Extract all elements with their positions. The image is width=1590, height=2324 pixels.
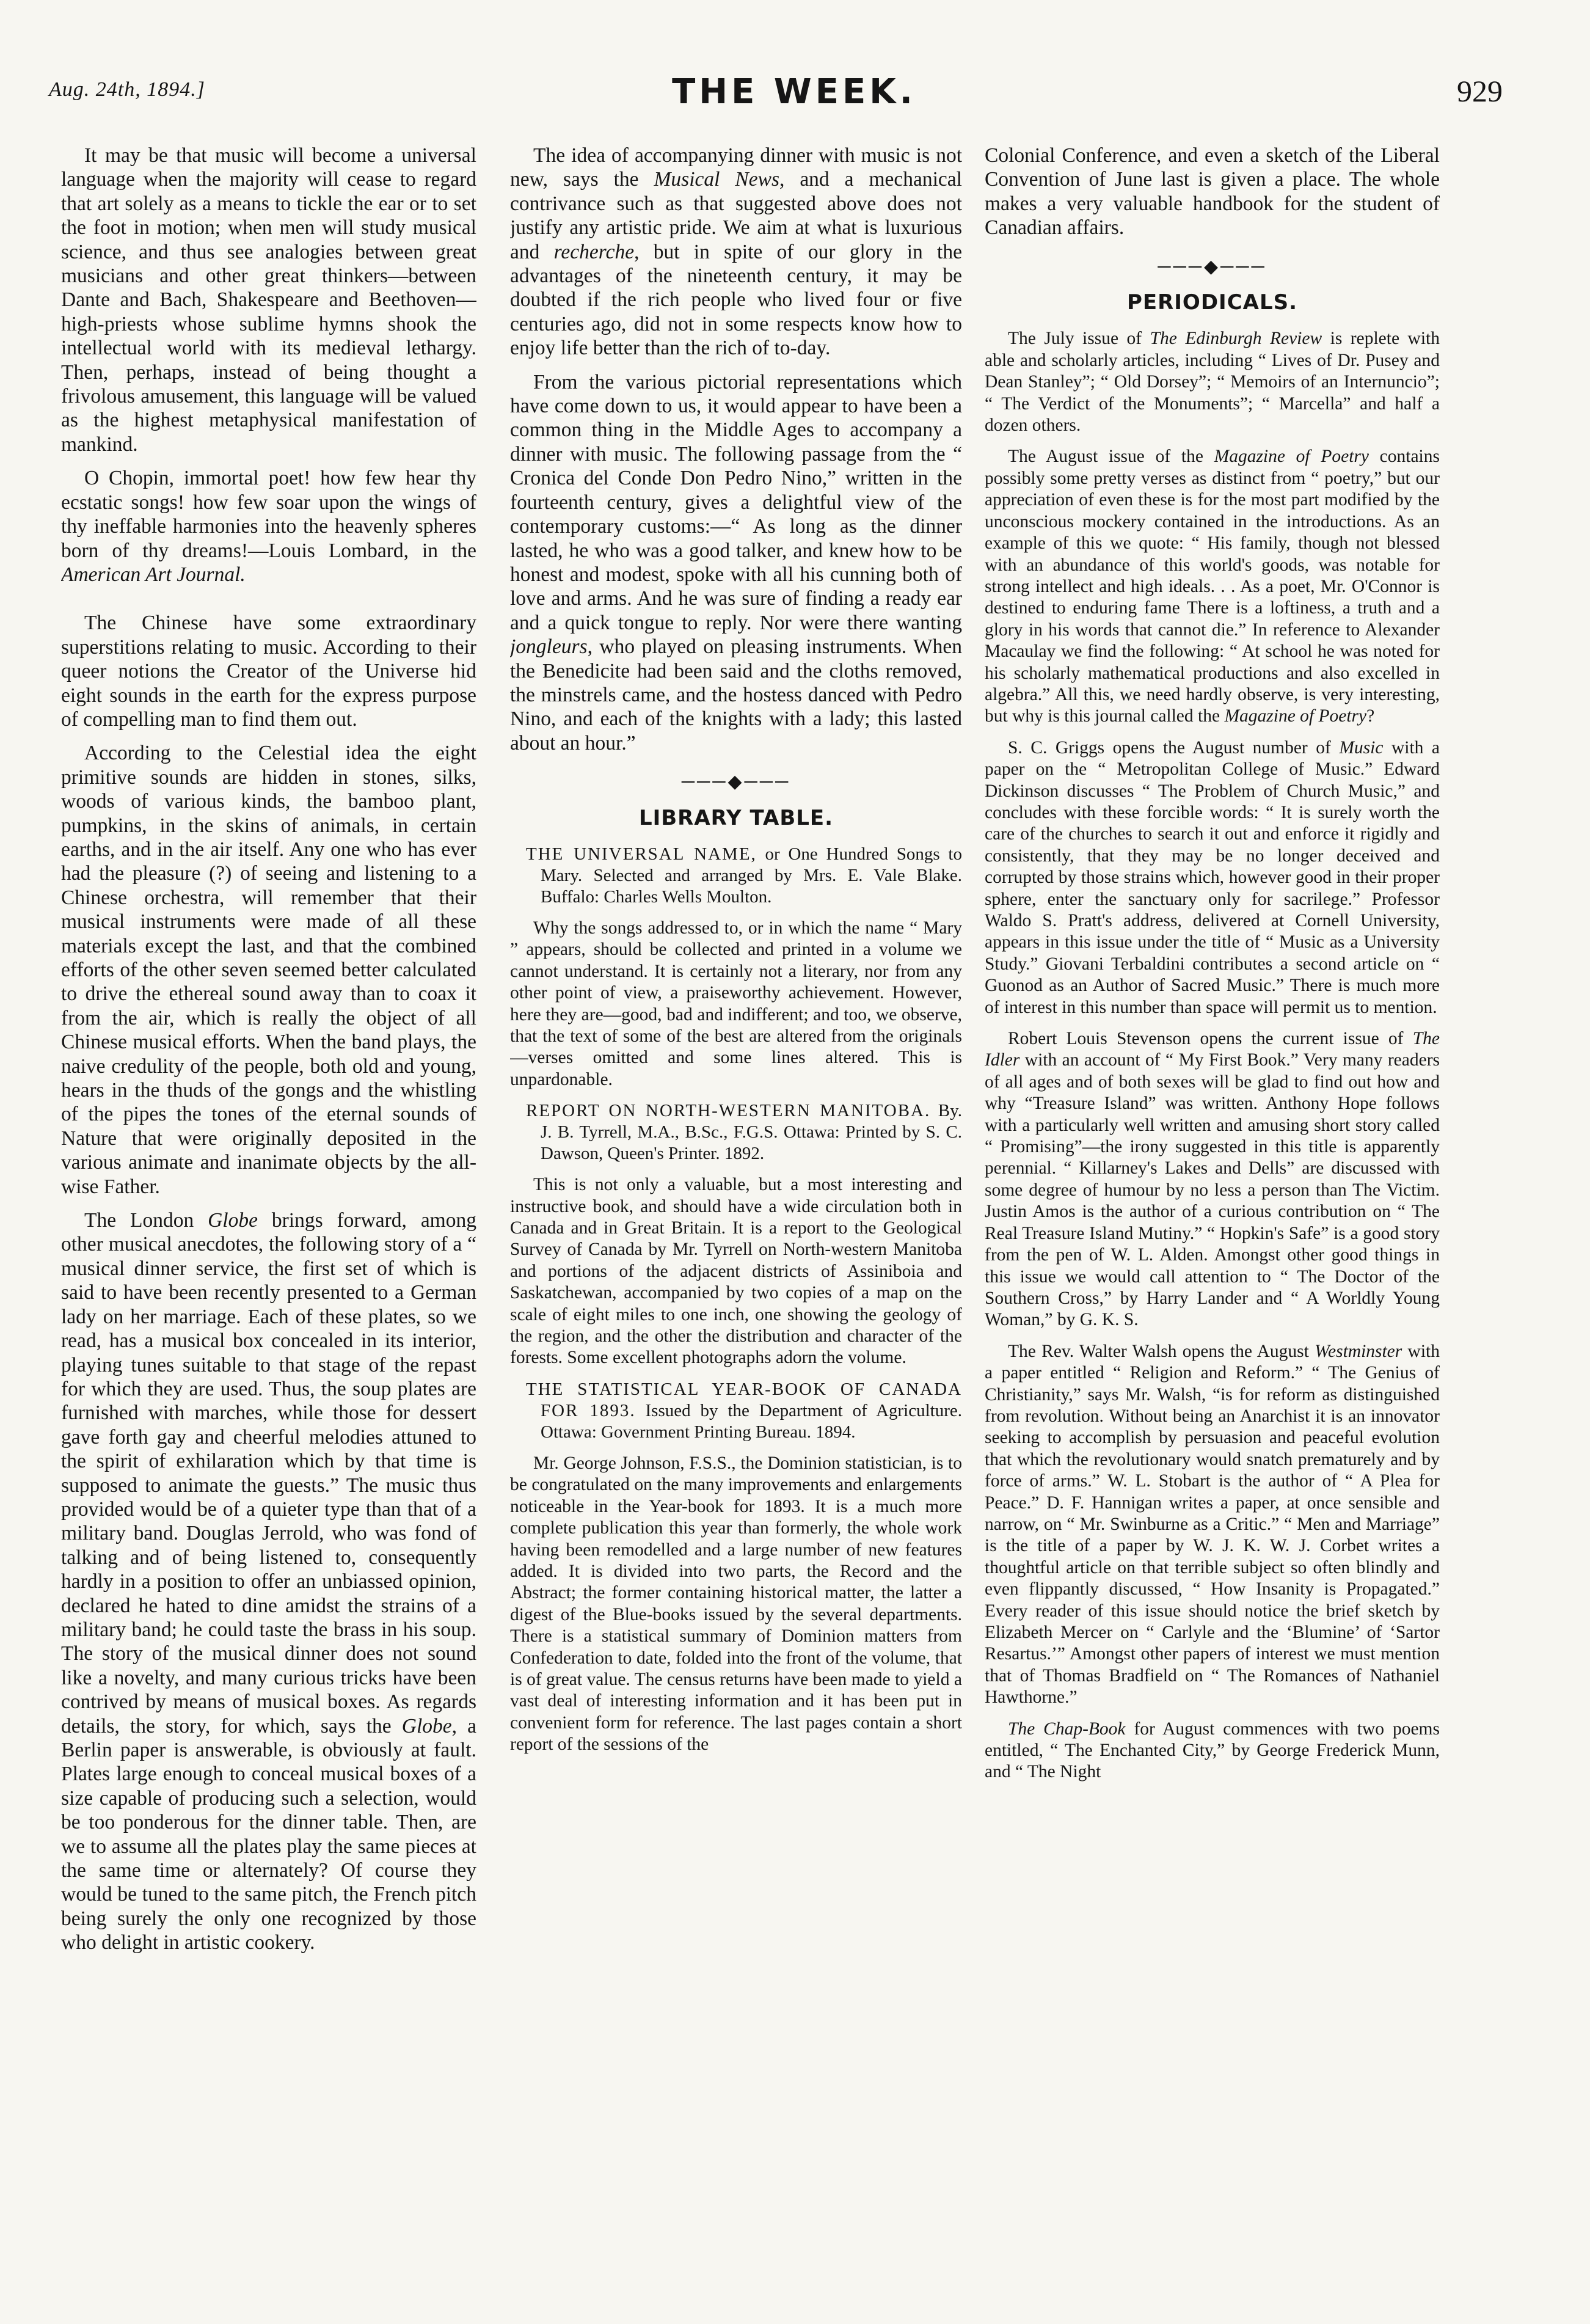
publication-title: THE WEEK. — [672, 72, 916, 112]
publication-name: The Edinburgh Review — [1150, 329, 1322, 349]
paragraph-text: with a paper on the “ Metropolitan College of Music.” Edward Dickinson discusses “ The Problem of Church Music,” and concludes with these forcible words: “ It is surely worth the care of the churches to search it out and enforce it rigidly and consistently, that they may be no longer deceived and corrupted by those strains which, however good in their proper sphere, enter the sanctuary only for sacrilege.” Professor Waldo S. Pratt's address, delivered at Cornell University, appears in this issue under the title of “ Music as a University Study.” Giovani Terbaldini contributes a second article on “ Guonod as an Author of Sacred Music.” There is much more of interest in this number than space will permit us to mention. — [985, 737, 1440, 1017]
book-entry — [510, 1100, 962, 1164]
article-paragraph — [510, 144, 962, 360]
book-entry — [510, 844, 962, 908]
paragraph-text: for August commences with two poems entitled, “ The Enchanted City,” by George Frederick Munn, and “ The Night — [985, 1719, 1440, 1782]
paragraph-text: brings forward, among other musical anecdotes, the following story of a “ musical dinner service, the first set of which is said to have been recently presented to a German lady on her marriage. Each of these plates, so we read, has a musical box concealed in its interior, playing tunes suitable to that stage of the repast for which they are used. Thus, the soup plates are furnished with marches, while those for dessert gave forth gay and cheerful melodies attuned to the spirit of exhilaration which by that time is supposed to animate the guests.” The music thus provided would be of a quieter type than that of a military band. Douglas Jerrold, who was fond of talking and of being listened to, consequently hardly in a position to offer an unbiassed opinion, declared he hated to dine amidst the strains of a military band; he could taste the brass in his soup. The story of the musical dinner does not sound like a novelty, and many curious tricks have been contrived by means of musical boxes. As regards details, the story, for which, says the — [61, 1209, 476, 1738]
review-paragraph: Why the songs addressed to, or in which the name “ Mary ” appears, should be collected and printed in a volume we cannot understand. It is certainly not a literary, nor from any other point of view, a praiseworthy achievement. However, here they are—good, bad and indifferent; and too, we observe, that the text of some of the best are altered from the originals—verses omitted and some lines altered. This is unpardonable. — [510, 918, 962, 1089]
paragraph-text: is replete with able and scholarly articles, including “ Lives of Dr. Pusey and Dean Stanley”; “ Old Dorsey”; “ Memoirs of an Internuncio”; “ The Verdict of the Monuments”; “ Marcella” and half a dozen others. — [985, 329, 1440, 436]
article-paragraph — [510, 370, 962, 756]
paragraph-text: Robert Louis Stevenson opens the current issue of — [1008, 1029, 1413, 1049]
paragraph-text: O Chopin, immortal poet! how few hear thy ecstatic songs! how few soar upon the wings of thy ineffable harmonies into the heavenly spheres born of thy dreams!—Louis Lombard, in the — [61, 467, 476, 562]
article-paragraph — [61, 1208, 476, 1955]
publication-name: Music — [1339, 737, 1384, 758]
paragraph-text: with an account of “ My First Book.” Very many readers of all ages and of both sexes will be glad to find out how and why “Treasure Island” was written. Anthony Hope follows with a particularly well written and amusing short story called “ Promising”—the irony suggested in this title is apparently perennial. “ Killarney's Lakes and Dells” are discussed with some degree of humour by no less a person than The Victim. Justin Amos is the author of a curious contribution on “ The Real Treasure Island Mutiny.” “ Hopkin's Safe” is a good story from the pen of W. L. Alden. Amongst other good things in this issue we would call attention to “ The Doctor of the Southern Cross,” by Harry Lander and “ A Worldly Young Woman,” by G. K. S. — [985, 1050, 1440, 1330]
paragraph-text: contains possibly some pretty verses as distinct from “ poetry,” but our appreciation of even these is for the most part modified by the unconscious mockery contained in the introductions. As an example of this we quote: “ His family, though not blessed with an abundance of this world's goods, was notable for strong intellect and high ideals. . . As a poet, Mr. O'Connor is destined to enduring fame There is a loftiness, a truth and a glory in his words that cannot die.” In reference to Alexander Macaulay we find the following: “ At school he was noted for his scholarly mathematical productions and also excelled in algebra.” All this, we need hardly observe, is very interesting, but why is this journal called the — [985, 447, 1440, 726]
review-paragraph — [985, 1341, 1440, 1709]
paragraph-text: S. C. Griggs opens the August number of — [1008, 737, 1340, 758]
section-divider-ornament: ───◆─── — [681, 772, 791, 792]
publication-name: Magazine of Poetry — [1214, 447, 1369, 467]
book-entry — [510, 1379, 962, 1443]
article-paragraph — [61, 466, 476, 586]
issue-date: Aug. 24th, 1894.] — [49, 78, 205, 101]
review-paragraph — [985, 446, 1440, 727]
publication-name: Westminster — [1315, 1341, 1402, 1361]
publication-name: Magazine of Poetry — [1224, 706, 1367, 726]
publication-name: The Chap-Book — [1008, 1719, 1126, 1739]
review-paragraph — [985, 737, 1440, 1018]
source-citation: American Art Journal. — [61, 563, 246, 586]
review-paragraph — [985, 328, 1440, 436]
book-details: By. J. B. Tyrrell, M.A., B.Sc., F.G.S. Ottawa: Printed by S. C. Dawson, Queen's Printer. 1892. — [541, 1101, 962, 1164]
book-title: REPORT ON NORTH-WESTERN MANITOBA. — [526, 1101, 931, 1121]
book-details: or One Hundred Songs to Mary. Selected and arranged by Mrs. E. Vale Blake. Buffalo: Charles Wells Moulton. — [541, 844, 962, 907]
section-divider-ornament: ───◆─── — [1158, 256, 1267, 277]
paragraph-text: , but in spite of our glory in the advantages of the nineteenth century, it may be doubted if the rich people who lived four or five centuries ago, did not in some respects know how to enjoy life better than the rich of to-day. — [510, 240, 962, 360]
publication-name: The Idler — [985, 1029, 1440, 1070]
paragraph-text: The July issue of — [1008, 329, 1150, 349]
paragraph-text: , and a mechanical contrivance such as that suggested above does not justify any artistic pride. We aim at what is luxurious and — [510, 168, 962, 263]
page-header — [0, 0, 1590, 134]
review-paragraph: This is not only a valuable, but a most interesting and instructive book, and should have a wide circulation both in Canada and in Great Britain. It is a report to the Geological Survey of Canada by Mr. Tyrrell on North-western Manitoba and portions of the adjacent districts of Assiniboia and Saskatchewan, accompanied by two copies of a map on the scale of eight miles to one inch, one showing the geology of the region, and the other the distribution and character of the forests. Some excellent photographs adorn the volume. — [510, 1175, 962, 1368]
review-paragraph — [985, 1028, 1440, 1331]
page-number: 929 — [1457, 74, 1503, 108]
paragraph-text: The Rev. Walter Walsh opens the August — [1008, 1341, 1315, 1361]
foreign-word: recherche — [553, 240, 635, 263]
foreign-word: jongleurs — [510, 635, 588, 659]
column-middle — [510, 144, 962, 2294]
review-paragraph: Mr. George Johnson, F.S.S., the Dominion statistician, is to be congratulated on the many improvements and enlargements noticeable in the Year-book for 1893. It is a much more complete publication this year than formerly, the whole work having been remodelled and a large number of new features added. It is divided into two parts, the Record and the Abstract; the former containing historical matter, the latter a digest of the Blue-books issued by the several departments. There is a statistical summary of Dominion matters from Confederation to date, folded into the front of the volume, that is of great value. The census returns have been made to yield a vast deal of interesting information and it has been put in convenient form for reference. The last pages contain a short report of the sessions of the — [510, 1453, 962, 1755]
column-left — [61, 144, 476, 2294]
publication-name: Globe — [208, 1209, 258, 1232]
article-paragraph: It may be that music will become a universal language when the majority will cease to regard that art solely as a means to tickle the ear or to set the foot in motion; when men will study musical science, and thus see analogies between great musicians and other great thinkers—between Dante and Bach, Shakespeare and Beethoven—high-priests whose sublime hymns shook the intellectual world with its medieval lethargy. Then, perhaps, instead of being thought a frivolous amusement, this language will be valued as the highest metaphysical manifestation of mankind. — [61, 144, 476, 456]
paragraph-text: The August issue of the — [1008, 447, 1214, 467]
paragraph-text: , a Berlin paper is answerable, is obviously at fault. Plates large enough to conceal musical boxes of a size capable of producing such a selection, would be too ponderous for the dinner table. Then, are we to assume all the plates play the same pieces at the same time or alternately? Of course they would be tuned to the same pitch, the French pitch being surely the only one recognized by those who delight in artistic cookery. — [61, 1714, 476, 1954]
article-paragraph: According to the Celestial idea the eight primitive sounds are hidden in stones, silks, woods of various kinds, the bamboo plant, pumpkins, in the skins of animals, in certain earths, and in the air itself. Any one who has ever had the pleasure (?) of seeing and listening to a Chinese orchestra, will remember that their musical instruments were made of all these materials except the last, and that the combined efforts of the other seven seemed better calculated to drive the ethereal sound away than to coax it from the air, which is really the object of all Chinese musical efforts. When the band plays, the naive credulity of the people, both old and young, hears in the thuds of the gongs and the whistling of the pipes the tones of the eternal sounds of Nature that were originally deposited in the various animate and inanimate objects by the all-wise Father. — [61, 742, 476, 1198]
paragraph-text: , who played on pleasing instruments. When the Benedicite had been said and the cloths removed, the minstrels came, and the hostess danced with Pedro Nino, and each of the knights with a lady; this lasted about an hour.” — [510, 635, 962, 755]
paragraph-text: The idea of accompanying dinner with music is not new, says the — [510, 144, 962, 191]
book-title: THE UNIVERSAL NAME, — [526, 844, 757, 864]
publication-name: Globe — [401, 1714, 452, 1738]
paragraph-text: ? — [1366, 706, 1375, 726]
review-paragraph — [985, 1719, 1440, 1783]
paragraph-text: From the various pictorial representations which have come down to us, it would appear to have been a common thing in the Middle Ages to accompany a dinner with music. The following passage from the “ Cronica del Conde Don Pedro Nino,” written in the fourteenth century, gives a delightful view of the contemporary customs:—“ As long as the dinner lasted, he who was a good talker, and knew how to be honest and modest, spoke with all his cunning both of love and arms. And he was sure of finding a ready ear and a quick tongue to reply. Nor were there wanting — [510, 370, 962, 634]
publication-name: Musical News — [654, 168, 779, 191]
periodicals-heading: PERIODICALS. — [1126, 290, 1298, 315]
library-table-heading: LIBRARY TABLE. — [638, 805, 834, 830]
review-paragraph: Colonial Conference, and even a sketch of the Liberal Convention of June last is given a place. The whole makes a very valuable handbook for the student of Canadian affairs. — [985, 144, 1440, 239]
article-paragraph: The Chinese have some extraordinary superstitions relating to music. According to their queer notions the Creator of the Universe hid eight sounds in the earth for the express purpose of compelling man to find them out. — [61, 612, 476, 731]
column-right — [985, 144, 1440, 2294]
book-title: THE STATISTICAL YEAR-BOOK OF CANADA FOR 1893. — [526, 1379, 962, 1420]
book-details: Issued by the Department of Agriculture. Ottawa: Government Printing Bureau. 1894. — [541, 1400, 962, 1442]
paragraph-text: The London — [84, 1209, 208, 1232]
paragraph-text: with a paper entitled “ Religion and Reform.” “ The Genius of Christianity,” says Mr. Walsh, “is for reform as distinguished from revolution. Without being an Anarchist it is an innovator seeking to accomplish by persuasion and peaceful evolution that which the revolutionary would snatch prematurely and by force of arms.” W. L. Stobart is the author of “ A Plea for Peace.” D. F. Hannigan writes a paper, at once sensible and narrow, on “ Mr. Swinburne as a Critic.” “ Men and Marriage” is the title of a paper by W. J. K. W. J. Corbet writes a thoughtful article on that terrible subject so often blindly and even flippantly discussed, “ How Insanity is Propagated.” Every reader of this issue should notice the brief sketch by Elizabeth Mercer on “ Carlyle and the ‘Blumine’ of ‘Sartor Resartus.’” Amongst other papers of interest we must mention that of Thomas Bradfield on “ The Romances of Nathaniel Hawthorne.” — [985, 1341, 1440, 1708]
